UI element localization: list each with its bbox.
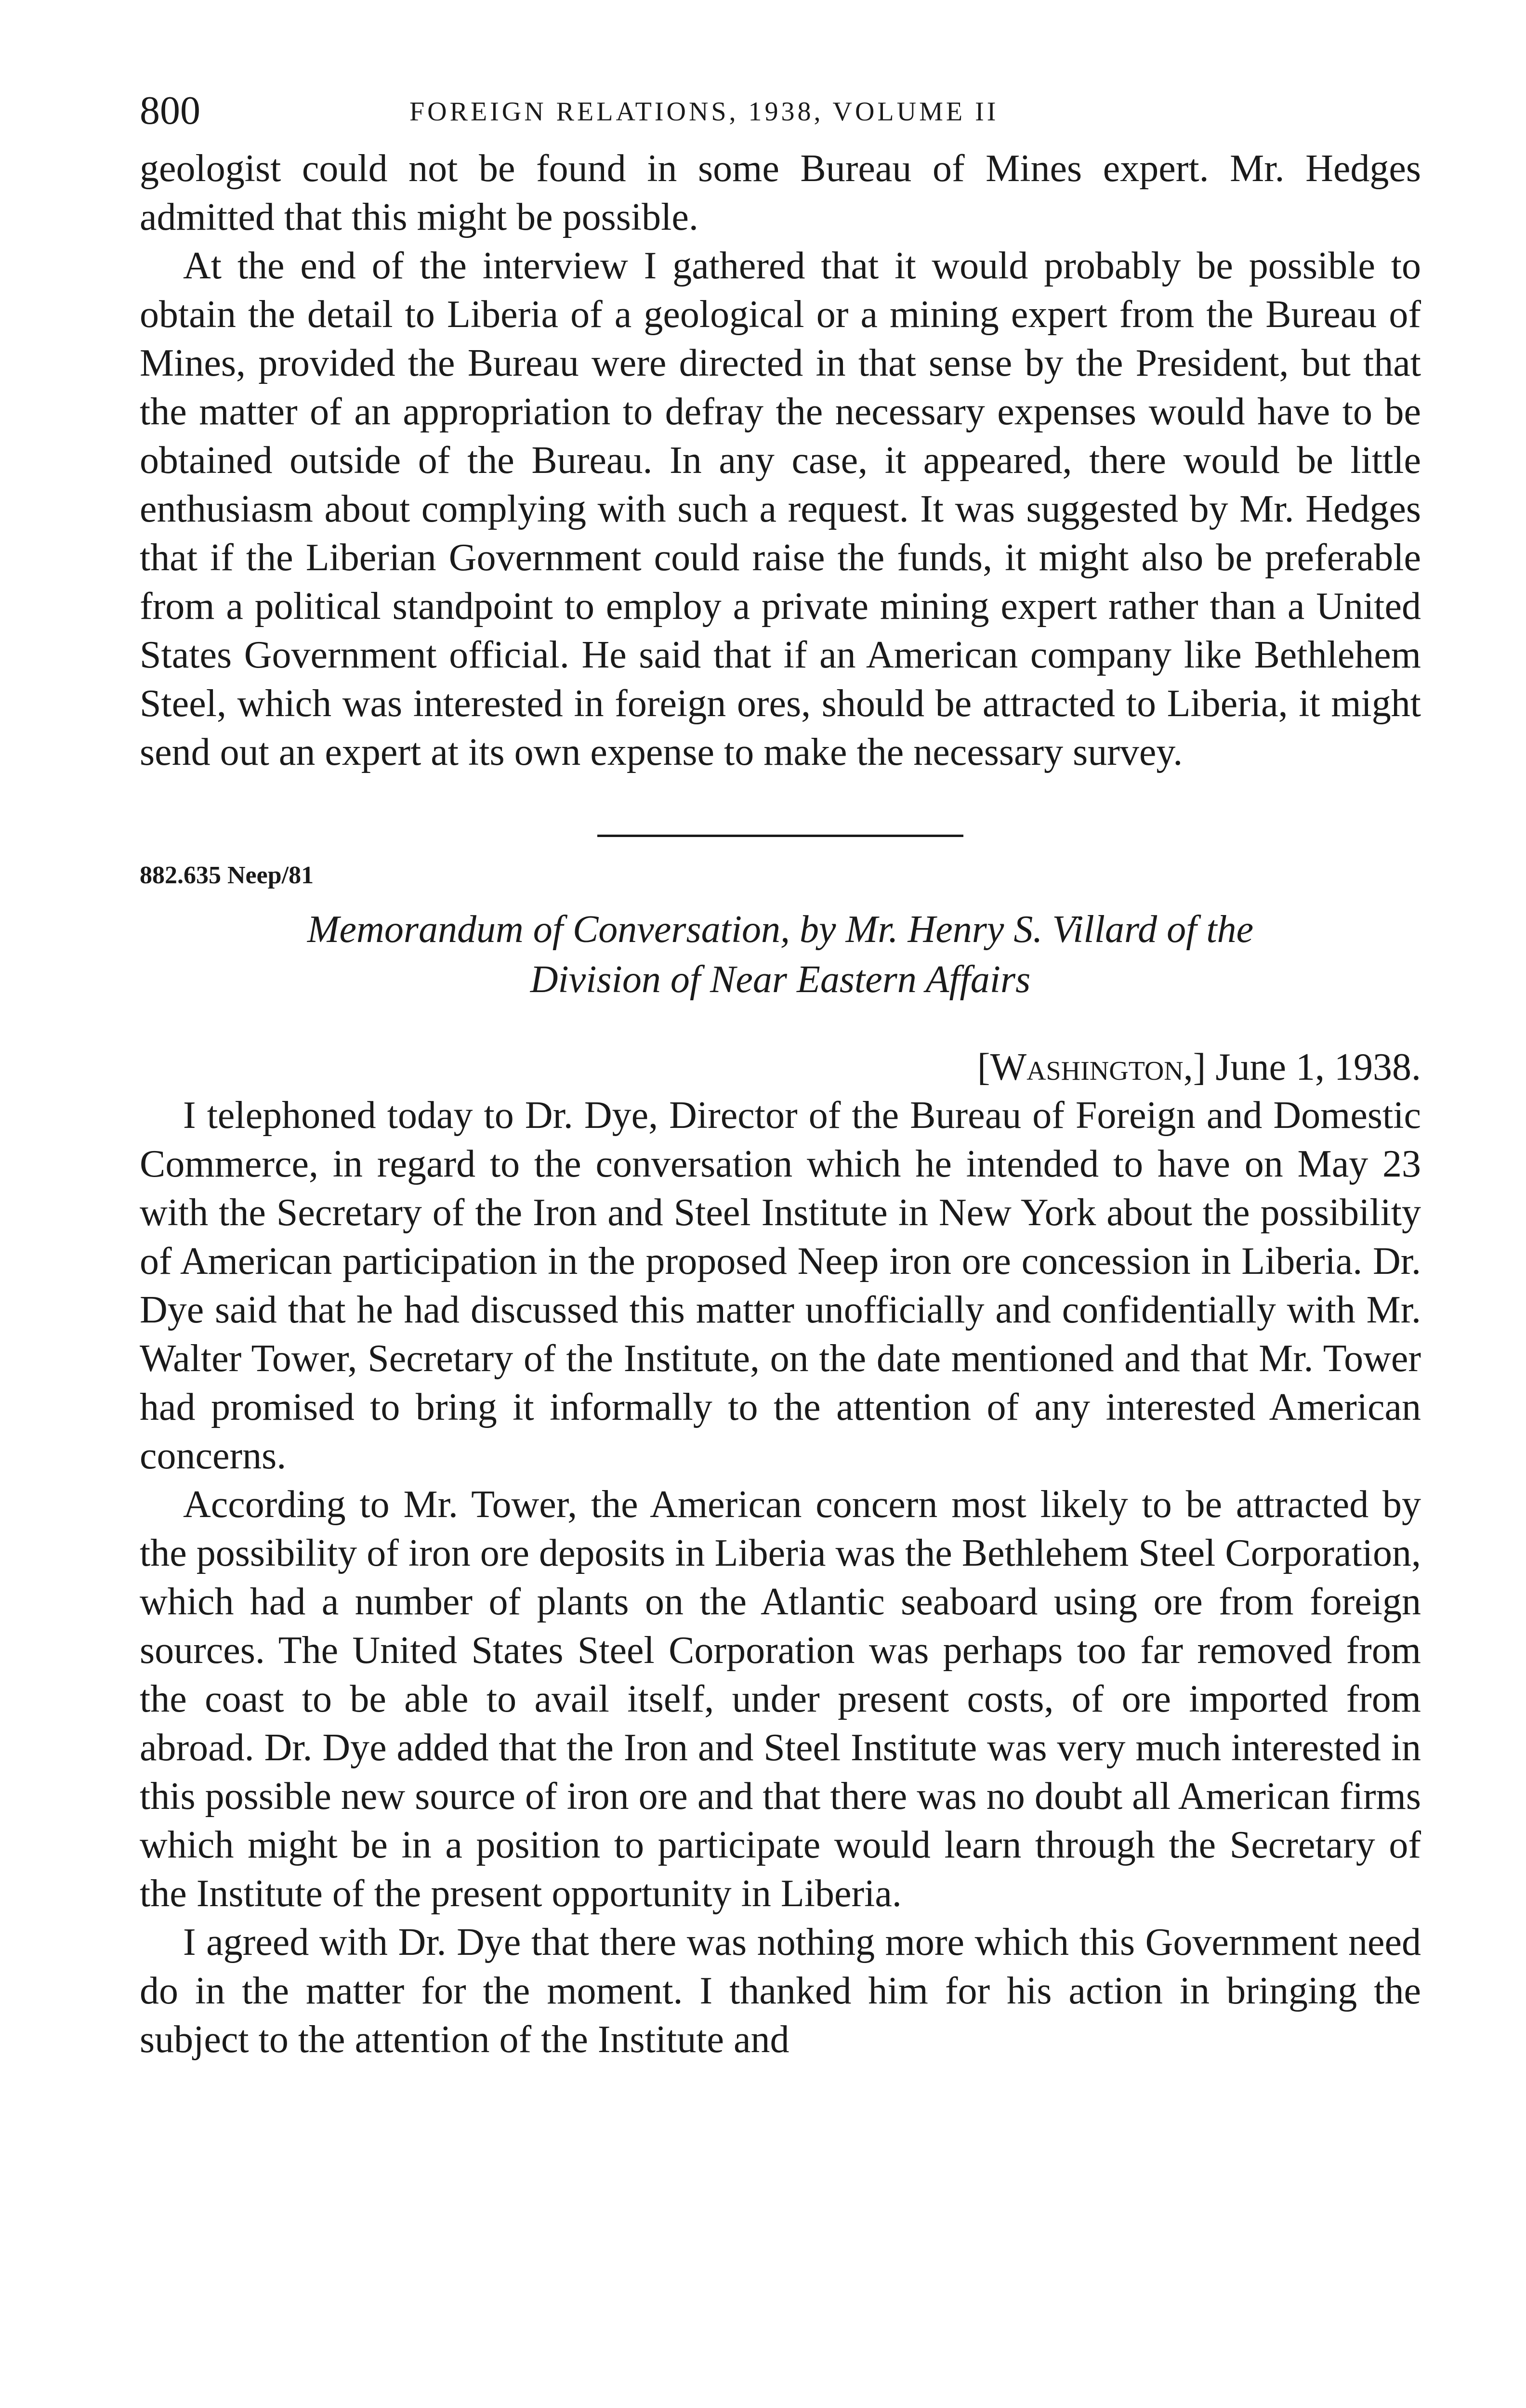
file-number: 882.635 Neep/81: [140, 862, 314, 889]
section-divider: [597, 835, 963, 837]
dateline: [140, 1043, 1421, 1091]
dateline-place: [Washington,]: [977, 1046, 1206, 1088]
dateline-date: June 1, 1938.: [1215, 1046, 1421, 1088]
memo-title-line-2: Division of Near Eastern Affairs: [530, 958, 1031, 1001]
document-page: [140, 87, 1421, 2064]
memo-text: [140, 1091, 1421, 2064]
running-head: FOREIGN RELATIONS, 1938, VOLUME II: [409, 97, 999, 127]
previous-document-text: [140, 144, 1421, 777]
memo-title: [140, 904, 1421, 1005]
paragraph: I telephoned today to Dr. Dye, Director of the Bureau of Foreign and Domestic Commerce, in regard to the conversation which he intended to have on May 23 with the Secretary of the Iron and Steel Institute in New York about the possibility of American participation in the proposed Neep iron ore concession in Liberia. Dr. Dye said that he had discussed this matter unofficially and confidentially with Mr. Walter Tower, Secretary of the Institute, on the date mentioned and that Mr. Tower had promised to bring it informally to the attention of any interested American concerns.: [140, 1094, 1421, 1477]
memo-title-line-1: Memorandum of Conversation, by Mr. Henry S. Villard of the: [307, 908, 1254, 951]
paragraph: According to Mr. Tower, the American concern most likely to be attracted by the possibility of iron ore deposits in Liberia was the Bethlehem Steel Corporation, which had a number of plants on the Atlantic seaboard using ore from foreign sources. The United States Steel Corporation was perhaps too far removed from the coast to be able to avail itself, under present costs, of ore imported from abroad. Dr. Dye added that the Iron and Steel Institute was very much interested in this possible new source of iron ore and that there was no doubt all American firms which might be in a position to participate would learn through the Secretary of the Institute of the present opportunity in Liberia.: [140, 1483, 1421, 1915]
paragraph-continuation: geologist could not be found in some Bureau of Mines expert. Mr. Hedges admitted that this might be possible.: [140, 147, 1421, 238]
paragraph: At the end of the interview I gathered that it would probably be possible to obtain the detail to Liberia of a geological or a mining expert from the Bureau of Mines, provided the Bureau were directed in that sense by the President, but that the matter of an appropriation to defray the necessary expenses would have to be obtained outside of the Bureau. In any case, it appeared, there would be little enthusiasm about complying with such a request. It was suggested by Mr. Hedges that if the Liberian Government could raise the funds, it might also be preferable from a political standpoint to employ a private mining expert rather than a United States Government official. He said that if an American company like Bethlehem Steel, which was interested in foreign ores, should be attracted to Liberia, it might send out an expert at its own expense to make the necessary survey.: [140, 245, 1421, 773]
paragraph: I agreed with Dr. Dye that there was nothing more which this Government need do in the matter for the moment. I thanked him for his action in bringing the subject to the attention of the Institute and: [140, 1921, 1421, 2061]
page-header: [140, 87, 1421, 144]
page-number: 800: [140, 88, 200, 133]
